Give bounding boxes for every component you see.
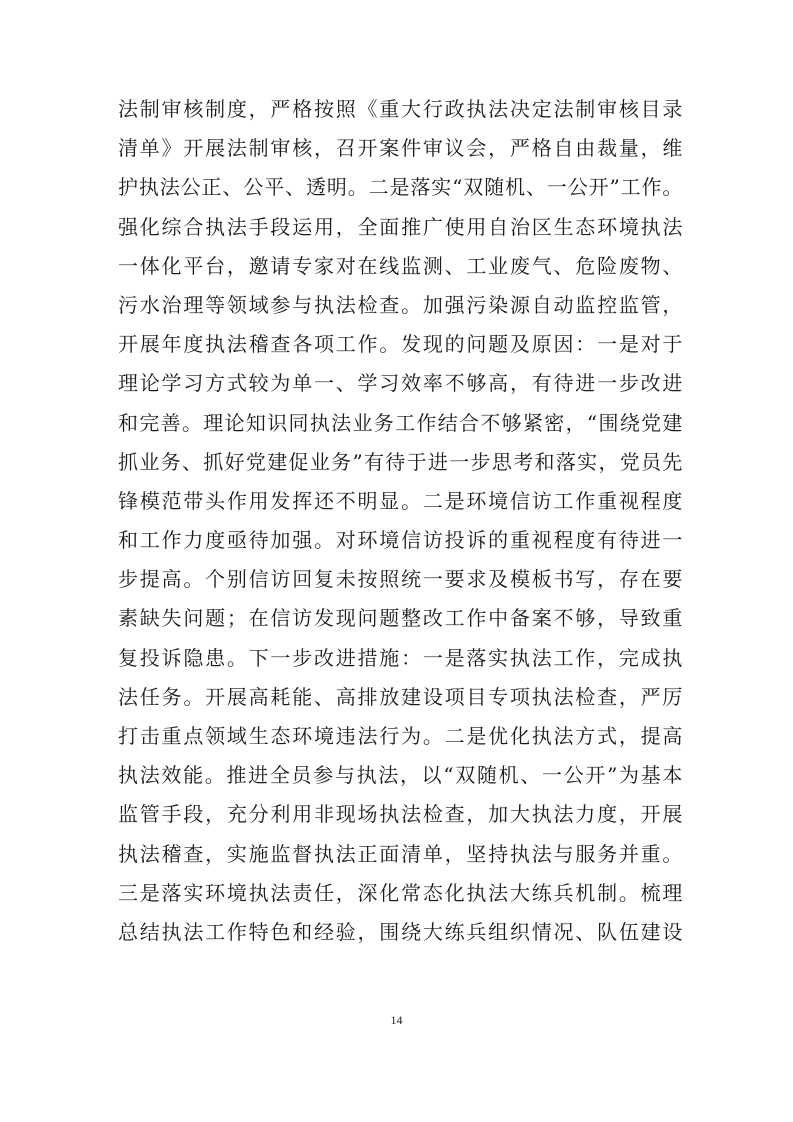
text-line: 三是落实环境执法责任，深化常态化执法大练兵机制。梳理 <box>118 880 683 905</box>
body-text <box>118 90 683 952</box>
text-line: 法制审核制度，严格按照《重大行政执法决定法制审核目录 <box>118 97 683 121</box>
text-line: 复投诉隐患。下一步改进措施：一是落实执法工作，完成执 <box>118 645 683 670</box>
text-line: 执法效能。推进全员参与执法，以“双随机、一公开”为基本 <box>118 763 683 788</box>
text-line: 素缺失问题；在信访发现问题整改工作中备案不够，导致重 <box>118 606 683 631</box>
text-line: 护执法公正、公平、透明。二是落实“双随机、一公开”工作。 <box>118 175 683 200</box>
text-line: 监管手段，充分利用非现场执法检查，加大执法力度，开展 <box>118 802 683 827</box>
text-line: 理论学习方式较为单一、学习效率不够高，有待进一步改进 <box>118 371 683 396</box>
text-line: 强化综合执法手段运用，全面推广使用自治区生态环境执法 <box>118 214 683 239</box>
text-line: 步提高。个别信访回复未按照统一要求及模板书写，存在要 <box>118 567 683 592</box>
text-line: 总结执法工作特色和经验，围绕大练兵组织情况、队伍建设 <box>118 919 683 944</box>
text-line: 执法稽查，实施监督执法正面清单，坚持执法与服务并重。 <box>118 841 683 866</box>
text-line: 锋模范带头作用发挥还不明显。二是环境信访工作重视程度 <box>118 488 683 513</box>
text-line: 和完善。理论知识同执法业务工作结合不够紧密，“围绕党建 <box>118 410 683 435</box>
text-line: 抓业务、抓好党建促业务”有待于进一步思考和落实，党员先 <box>118 449 683 474</box>
page-number: 14 <box>390 1013 403 1027</box>
text-line: 和工作力度亟待加强。对环境信访投诉的重视程度有待进一 <box>118 528 683 553</box>
text-line: 一体化平台，邀请专家对在线监测、工业废气、危险废物、 <box>118 253 683 278</box>
text-line: 开展年度执法稽查各项工作。发现的问题及原因：一是对于 <box>118 332 683 357</box>
text-line: 打击重点领域生态环境违法行为。二是优化执法方式，提高 <box>118 724 683 748</box>
text-line: 污水治理等领域参与执法检查。加强污染源自动监控监管， <box>118 292 683 317</box>
text-line: 法任务。开展高耗能、高排放建设项目专项执法检查，严厉 <box>118 684 683 709</box>
text-line: 清单》开展法制审核，召开案件审议会，严格自由裁量，维 <box>118 136 683 161</box>
